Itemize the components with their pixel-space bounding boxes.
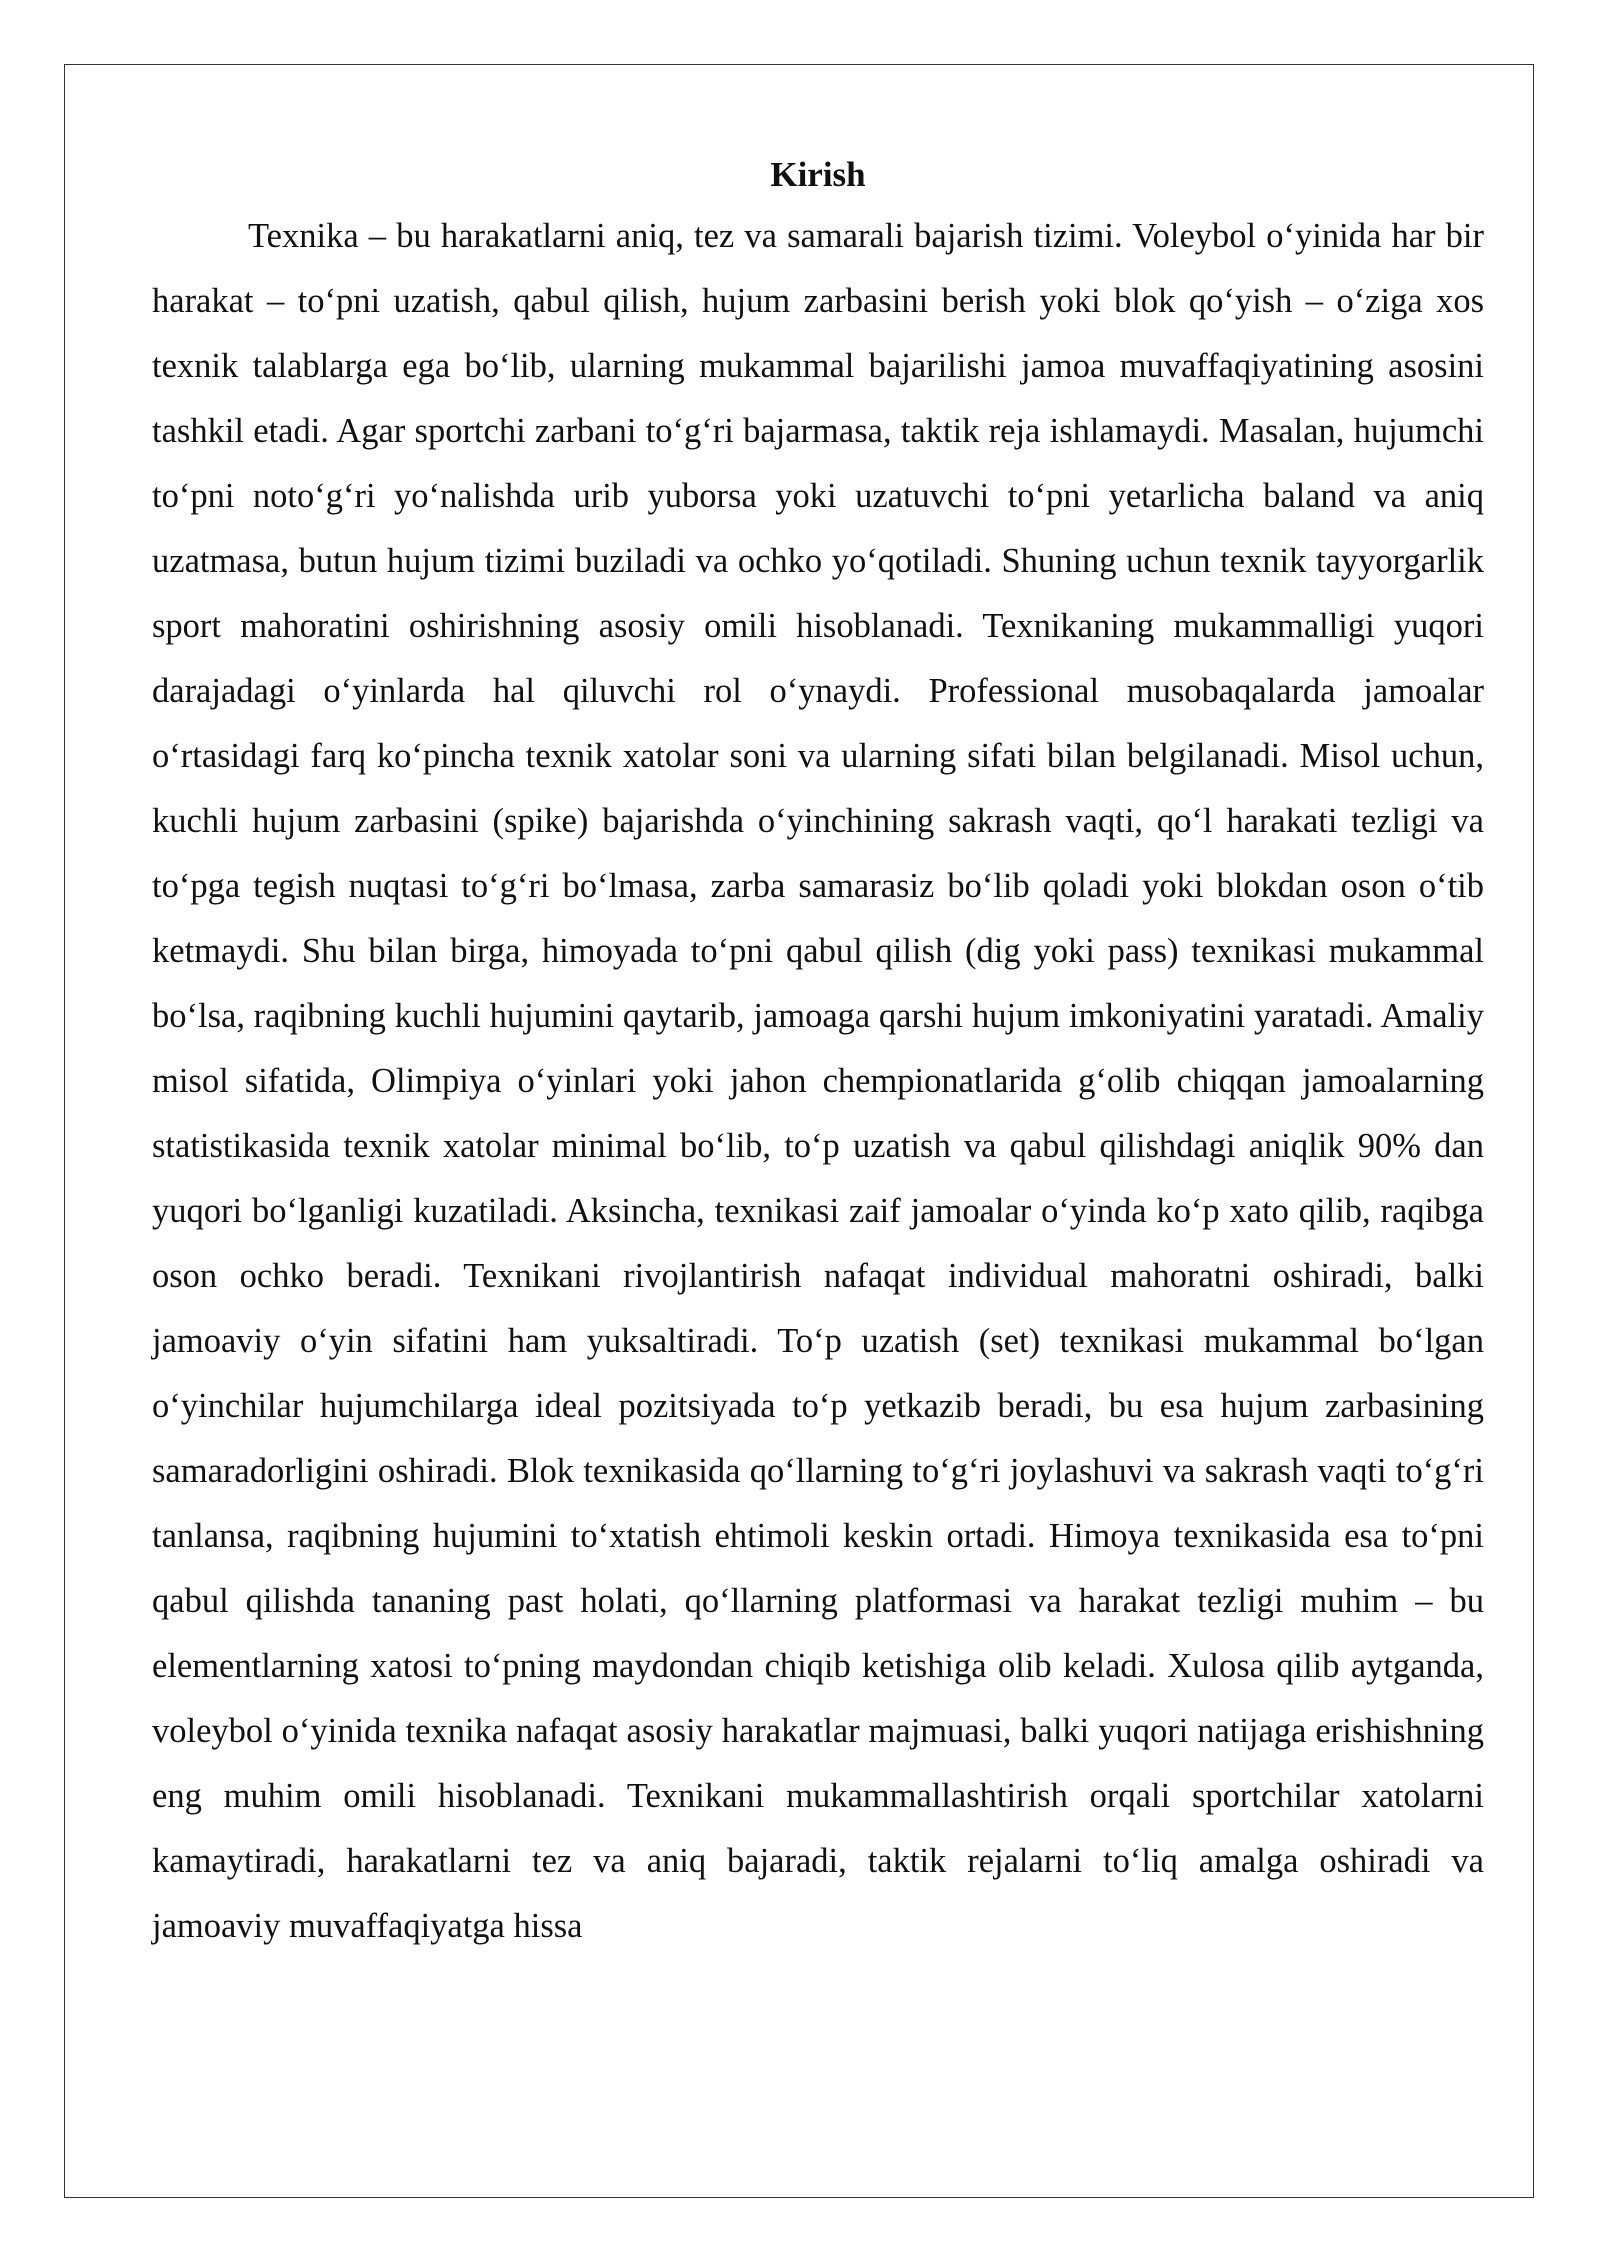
body-paragraph: Texnika – bu harakatlarni aniq, tez va samarali bajarish tizimi. Voleybol o‘yinida har bir harakat – to‘pni uzatish, qabul qilish, hujum zarbasini berish yoki blok qo‘yish – o‘ziga xos texnik talablarga ega bo‘lib, ularning mukammal bajarilishi jamoa muvaffaqiyatining asosini tashkil etadi. Agar sportchi zarbani to‘g‘ri bajarmasa, taktik reja ishlamaydi. Masalan, hujumchi to‘pni noto‘g‘ri yo‘nalishda urib yuborsa yoki uzatuvchi to‘pni yetarlicha baland va aniq uzatmasa, butun hujum tizimi buziladi va ochko yo‘qotiladi. Shuning uchun texnik tayyorgarlik sport mahoratini oshirishning asosiy omili hisoblanadi. Texnikaning mukammalligi yuqori darajadagi o‘yinlarda hal qiluvchi rol o‘ynaydi. Professional musobaqalarda jamoalar o‘rtasidagi farq ko‘pincha texnik xatolar soni va ularning sifati bilan belgilanadi. Misol uchun, kuchli hujum zarbasini (spike) bajarishda o‘yinchining sakrash vaqti, qo‘l harakati tezligi va to‘pga tegish nuqtasi to‘g‘ri bo‘lmasa, zarba samarasiz bo‘lib qoladi yoki blokdan oson o‘tib ketmaydi. Shu bilan birga, himoyada to‘pni qabul qilish (dig yoki pass) texnikasi mukammal bo‘lsa, raqibning kuchli hujumini qaytarib, jamoaga qarshi hujum imkoniyatini yaratadi. Amaliy misol sifatida, Olimpiya o‘yinlari yoki jahon chempionatlarida g‘olib chiqqan jamoalarning statistikasida texnik xatolar minimal bo‘lib, to‘p uzatish va qabul qilishdagi aniqlik 90% dan yuqori bo‘lganligi kuzatiladi. Aksincha, texnikasi zaif jamoalar o‘yinda ko‘p xato qilib, raqibga oson ochko beradi. Texnikani rivojlantirish nafaqat individual mahoratni oshiradi, balki jamoaviy o‘yin sifatini ham yuksaltiradi. To‘p uzatish (set) texnikasi mukammal bo‘lgan o‘yinchilar hujumchilarga ideal pozitsiyada to‘p yetkazib beradi, bu esa hujum zarbasining samaradorligini oshiradi. Blok texnikasida qo‘llarning to‘g‘ri joylashuvi va sakrash vaqti to‘g‘ri tanlansa, raqibning hujumini to‘xtatish ehtimoli keskin ortadi. Himoya texnikasida esa to‘pni qabul qilishda tananing past holati, qo‘llarning platformasi va harakat tezligi muhim – bu elementlarning xatosi to‘pning maydondan chiqib ketishiga olib keladi. Xulosa qilib aytganda, voleybol o‘yinida texnika nafaqat asosiy harakatlar majmuasi, balki yuqori natijaga erishishning eng muhim omili hisoblanadi. Texnikani mukammallashtirish orqali sportchilar xatolarni kamaytiradi, harakatlarni tez va aniq bajaradi, taktik rejalarni to‘liq amalga oshiradi va jamoaviy muvaffaqiyatga hissa (152, 217, 1484, 1945)
document-title: Kirish (770, 155, 866, 194)
document-body (152, 148, 1484, 1959)
